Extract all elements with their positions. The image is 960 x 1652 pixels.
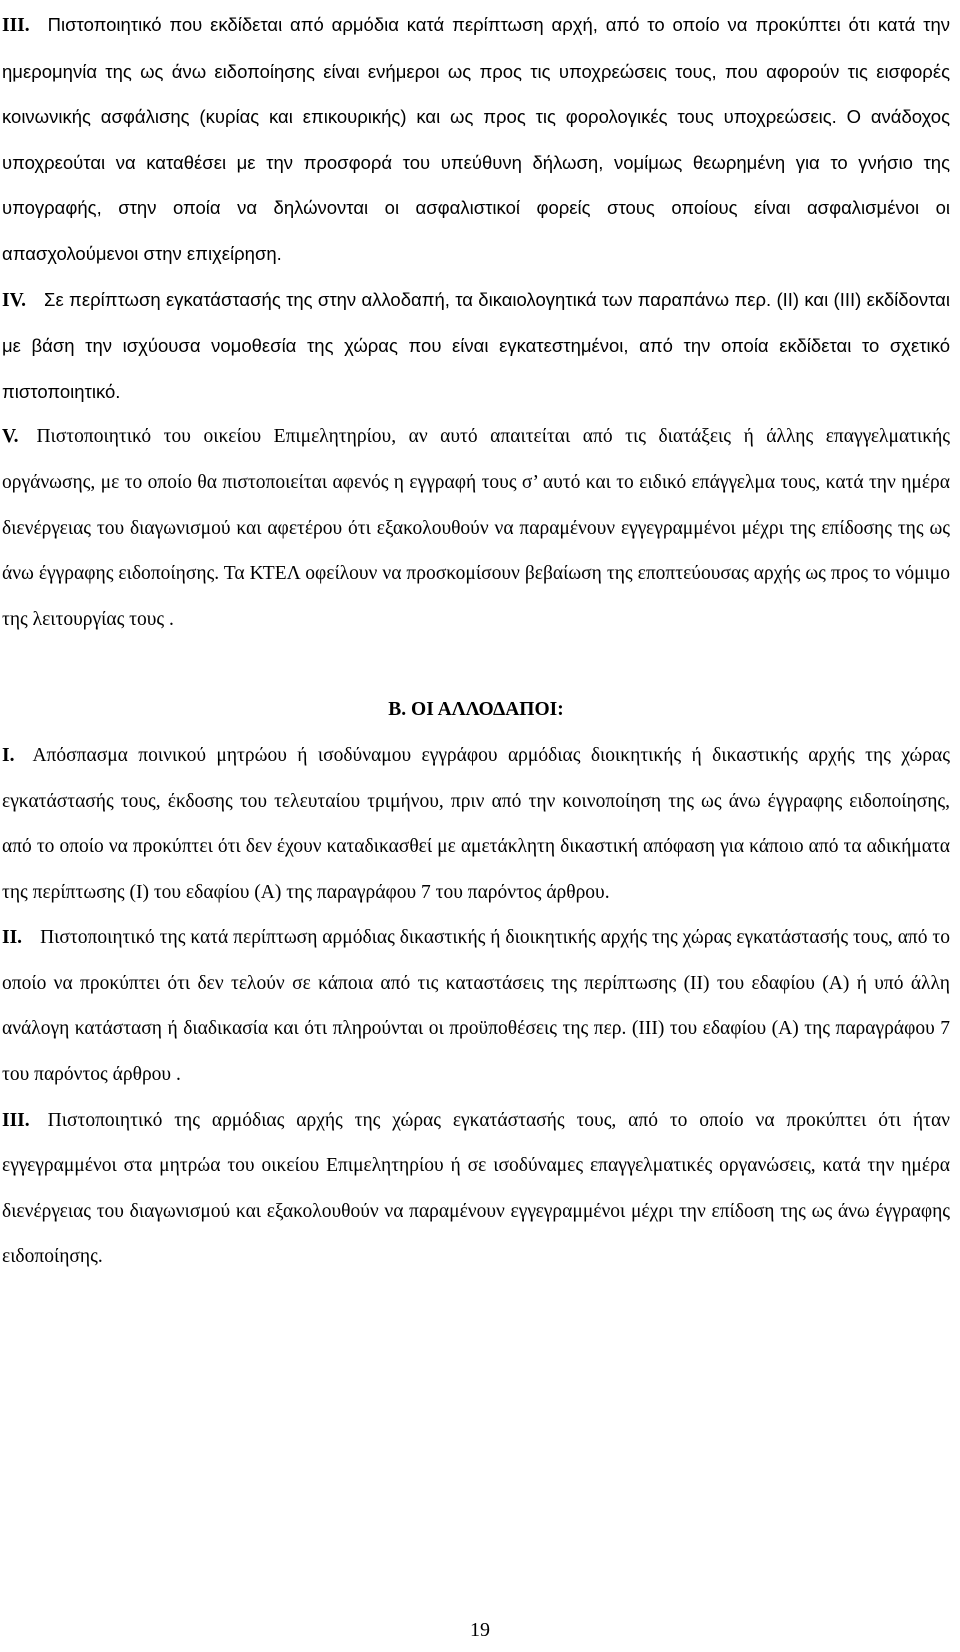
paragraph-text: Απόσπασμα ποινικού μητρώου ή ισοδύναμου εγγράφου αρμόδιας διοικητικής ή δικαστικής αρχής της χώρας εγκατάστασής τους, έκδοσης του τελευταίου τριμήνου, πριν από την κοινοποίηση της ως άνω έγγραφης ειδοποίησης, από το οποίο να προκύπτει ότι δεν έχουν καταδικασθεί με αμετάκλητη δικαστική απόφαση για κάποιο από τα αδικήματα της περίπτωσης (Ι) του εδαφίου (Α) της παραγράφου 7 του παρόντος άρθρου.	[2, 744, 950, 903]
paragraph-number: IV.	[2, 289, 27, 311]
paragraph-i-criminal-record	[2, 733, 950, 915]
paragraph-iii-social-security	[2, 2, 950, 277]
paragraph-number: V.	[2, 426, 19, 448]
paragraph-number: III.	[2, 15, 30, 36]
paragraph-ii-authority-certificate	[2, 915, 950, 1097]
paragraph-iii-registry-certificate	[2, 1098, 950, 1280]
paragraph-number: ΙΙΙ.	[2, 1109, 30, 1131]
paragraph-number: I.	[2, 744, 15, 766]
paragraph-text: Πιστοποιητικό του οικείου Επιμελητηρίου, αν αυτό απαιτείται από τις διατάξεις ή άλλης επαγγελματικής οργάνωσης, με το οποίο θα πιστοποιείται αφενός η εγγραφή τους σ’ αυτό και το ειδικό επάγγελμα τους, κατά την ημέρα διενέργειας του διαγωνισμού και αφετέρου ότι εξακολουθούν να παραμένουν εγγεγραμμένοι μέχρι της επίδοσης της ως άνω έγγραφης ειδοποίησης. Τα ΚΤΕΛ οφείλουν να προσκομίσουν βεβαίωση της εποπτεύουσας αρχής ως προς το νόμιμο της λειτουργίας τους .	[2, 426, 950, 630]
paragraph-text: Πιστοποιητικό της κατά περίπτωση αρμόδιας δικαστικής ή διοικητικής αρχής της χώρας εγκατάστασής τους, από το οποίο να προκύπτει ότι δεν τελούν σε κάποια από τις καταστάσεις της περίπτωσης (ΙΙ) του εδαφίου (Α) ή υπό άλλη ανάλογη κατάσταση ή διαδικασία και ότι πληρούνται οι προϋποθέσεις της περ. (ΙΙΙ) του εδαφίου (Α) της παραγράφου 7 του παρόντος άρθρου .	[2, 927, 950, 1086]
paragraph-number: ΙΙ.	[2, 927, 23, 949]
paragraph-iv-foreign-establishment	[2, 277, 950, 415]
paragraph-text: Πιστοποιητικό της αρμόδιας αρχής της χώρας εγκατάστασής τους, από το οποίο να προκύπτει ότι ήταν εγγεγραμμένοι στα μητρώα του οικείου Επιμελητηρίου ή σε ισοδύναμες επαγγελματικές οργανώσεις, κατά την ημέρα διενέργειας του διαγωνισμού και εξακολουθούν να παραμένουν εγγεγραμμένοι μέχρι την επίδοση της ως άνω έγγραφης ειδοποίησης.	[2, 1109, 950, 1268]
section-title: Β. ΟΙ ΑΛΛΟΔΑΠΟΙ:	[388, 699, 564, 721]
paragraph-text: Πιστοποιητικό που εκδίδεται από αρμόδια κατά περίπτωση αρχή, από το οποίο να προκύπτει ότι κατά την ημερομηνία της ως άνω ειδοποίησης είναι ενήμεροι ως προς τις υποχρεώσεις τους, που αφορούν τις εισφορές κοινωνικής ασφάλισης (κυρίας και επικουρικής) και ως προς τις φορολογικές τους υποχρεώσεις. Ο ανάδοχος υποχρεούται να καταθέσει με την προσφορά του υπεύθυνη δήλωση, νομίμως θεωρημένη για το γνήσιο της υπογραφής, στην οποία να δηλώνονται οι ασφαλιστικοί φορείς στους οποίους είναι ασφαλισμένοι οι απασχολούμενοι στην επιχείρηση.	[2, 14, 950, 264]
paragraph-text: Σε περίπτωση εγκατάστασής της στην αλλοδαπή, τα δικαιολογητικά των παραπάνω περ. (ΙΙ) και (ΙΙΙ) εκδίδονται με βάση την ισχύουσα νομοθεσία της χώρας που είναι εγκατεστημένοι, από την οποία εκδίδεται το σχετικό πιστοποιητικό.	[2, 288, 950, 402]
paragraph-v-chamber-certificate	[2, 414, 950, 642]
page-number: 19	[470, 1619, 490, 1641]
